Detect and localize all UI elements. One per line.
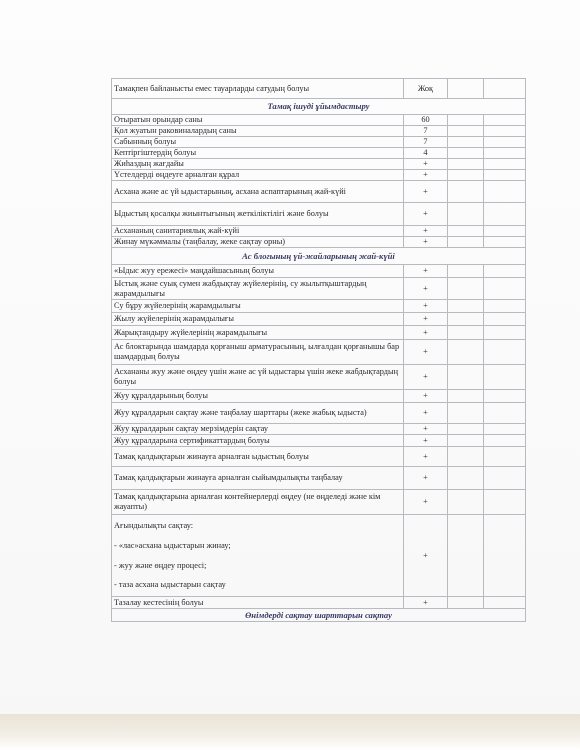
empty-cell xyxy=(448,115,484,126)
empty-cell xyxy=(484,181,526,203)
empty-cell xyxy=(484,226,526,237)
empty-cell xyxy=(484,170,526,181)
empty-cell xyxy=(484,340,526,365)
empty-cell xyxy=(484,137,526,148)
empty-cell xyxy=(484,365,526,390)
empty-cell xyxy=(484,300,526,313)
table-row xyxy=(112,115,526,126)
empty-cell xyxy=(484,447,526,467)
table-row xyxy=(112,181,526,203)
table-row xyxy=(112,403,526,424)
empty-cell xyxy=(484,237,526,248)
empty-cell xyxy=(484,115,526,126)
table-row xyxy=(112,148,526,159)
empty-cell xyxy=(484,490,526,515)
inspection-table-body xyxy=(112,79,526,622)
table-row xyxy=(112,237,526,248)
criterion-cell: Үстелдерді өңдеуге арналған құрал xyxy=(112,170,404,181)
empty-cell xyxy=(484,326,526,340)
table-row xyxy=(112,203,526,226)
criterion-cell: Жарықтандыру жүйелерінің жарамдылығы xyxy=(112,326,404,340)
table-row xyxy=(112,597,526,609)
table-row xyxy=(112,137,526,148)
value-cell: 60 xyxy=(404,115,448,126)
value-cell: + xyxy=(404,203,448,226)
table-row xyxy=(112,424,526,435)
empty-cell xyxy=(484,435,526,447)
value-cell: + xyxy=(404,515,448,597)
empty-cell xyxy=(448,265,484,278)
criterion-cell: Отыратын орындар саны xyxy=(112,115,404,126)
empty-cell xyxy=(484,515,526,597)
table-row xyxy=(112,515,526,597)
empty-cell xyxy=(484,597,526,609)
criterion-subline: Ағындылықты сақтау: xyxy=(114,520,194,530)
empty-cell xyxy=(448,424,484,435)
table-row xyxy=(112,390,526,403)
value-cell: + xyxy=(404,159,448,170)
inspection-table xyxy=(111,78,526,622)
criterion-cell: Тамақпен байланысты емес тауарларды сатудың болуы xyxy=(112,79,404,99)
value-cell: + xyxy=(404,435,448,447)
criterion-cell: Тамақ қалдықтарын жинауға арналған сыйымдылықты таңбалау xyxy=(112,467,404,490)
table-row xyxy=(112,365,526,390)
table-row xyxy=(112,467,526,490)
empty-cell xyxy=(448,237,484,248)
value-cell: + xyxy=(404,467,448,490)
value-cell: 7 xyxy=(404,137,448,148)
empty-cell xyxy=(448,447,484,467)
empty-cell xyxy=(448,435,484,447)
empty-cell xyxy=(448,403,484,424)
value-cell: + xyxy=(404,181,448,203)
criterion-cell: «Ыдыс жуу ережесі» маңдайшасының болуы xyxy=(112,265,404,278)
section-header xyxy=(112,248,526,265)
empty-cell xyxy=(484,148,526,159)
table-row xyxy=(112,490,526,515)
empty-cell xyxy=(448,170,484,181)
value-cell: + xyxy=(404,447,448,467)
value-cell: + xyxy=(404,313,448,326)
value-cell: + xyxy=(404,226,448,237)
criterion-cell: Жуу құралдарын сақтау және таңбалау шарттары (жеке жабық ыдыста) xyxy=(112,403,404,424)
value-cell: + xyxy=(404,278,448,300)
empty-cell xyxy=(484,265,526,278)
table-row xyxy=(112,170,526,181)
page-bottom-edge xyxy=(0,714,580,750)
value-cell: + xyxy=(404,597,448,609)
empty-cell xyxy=(484,313,526,326)
table-row xyxy=(112,278,526,300)
value-cell: + xyxy=(404,365,448,390)
table-row xyxy=(112,265,526,278)
criterion-cell: Қол жуатын раковиналардың саны xyxy=(112,126,404,137)
empty-cell xyxy=(484,159,526,170)
value-cell: + xyxy=(404,490,448,515)
criterion-cell: Асхананың санитариялық жай-күйі xyxy=(112,226,404,237)
value-cell: + xyxy=(404,300,448,313)
empty-cell xyxy=(448,365,484,390)
criterion-cell: Жуу құралдарының болуы xyxy=(112,390,404,403)
criterion-cell: Ас блоктарында шамдарда қорғаныш арматурасының, ылғалдан қорғанышы бар шамдардың болуы xyxy=(112,340,404,365)
criterion-subline: - жуу және өңдеу процесі; xyxy=(114,560,207,570)
table-row xyxy=(112,79,526,99)
empty-cell xyxy=(448,515,484,597)
empty-cell xyxy=(484,424,526,435)
criterion-cell xyxy=(112,515,404,597)
empty-cell xyxy=(448,313,484,326)
empty-cell xyxy=(448,159,484,170)
empty-cell xyxy=(448,148,484,159)
empty-cell xyxy=(448,137,484,148)
criterion-cell: Жинау мүкәммалы (таңбалау, жеке сақтау орны) xyxy=(112,237,404,248)
value-cell: + xyxy=(404,340,448,365)
table-row xyxy=(112,126,526,137)
empty-cell xyxy=(448,467,484,490)
empty-cell xyxy=(448,490,484,515)
empty-cell xyxy=(484,79,526,99)
empty-cell xyxy=(484,403,526,424)
criterion-cell: Тамақ қалдықтарын жинауға арналған ыдыстың болуы xyxy=(112,447,404,467)
table-row xyxy=(112,447,526,467)
criterion-cell: Жылу жүйелерінің жарамдылығы xyxy=(112,313,404,326)
empty-cell xyxy=(448,390,484,403)
criterion-cell: Су бұру жүйелерінің жарамдылығы xyxy=(112,300,404,313)
criterion-cell: Тамақ қалдықтарына арналған контейнерлерді өңдеу (не өңделеді және кім жауапты) xyxy=(112,490,404,515)
criterion-cell: Ыстық және суық сумен жабдықтау жүйелерінің, су жылытқыштардың жарамдылығы xyxy=(112,278,404,300)
criterion-cell: Жиһаздың жағдайы xyxy=(112,159,404,170)
table-row xyxy=(112,159,526,170)
empty-cell xyxy=(484,278,526,300)
empty-cell xyxy=(484,126,526,137)
empty-cell xyxy=(448,326,484,340)
section-title: Ас блогының үй-жайларының жай-күйі xyxy=(112,248,526,265)
value-cell: 4 xyxy=(404,148,448,159)
table-row xyxy=(112,435,526,447)
section-title: Тамақ ішуді ұйымдастыру xyxy=(112,99,526,115)
criterion-cell: Ыдыстың қосалқы жиынтығының жеткіліктілігі және болуы xyxy=(112,203,404,226)
empty-cell xyxy=(448,597,484,609)
empty-cell xyxy=(448,300,484,313)
table-row xyxy=(112,226,526,237)
table-row xyxy=(112,313,526,326)
empty-cell xyxy=(448,226,484,237)
empty-cell xyxy=(484,390,526,403)
criterion-cell: Кептіргіштердің болуы xyxy=(112,148,404,159)
value-cell: + xyxy=(404,237,448,248)
criterion-cell: Асхана және ас үй ыдыстарының, асхана аспаптарының жай-күйі xyxy=(112,181,404,203)
value-cell: + xyxy=(404,424,448,435)
value-cell: Жоқ xyxy=(404,79,448,99)
table-row xyxy=(112,326,526,340)
table-row xyxy=(112,340,526,365)
criterion-cell: Жуу құралдарына сертификаттардың болуы xyxy=(112,435,404,447)
empty-cell xyxy=(448,181,484,203)
value-cell: + xyxy=(404,326,448,340)
criterion-cell: Тазалау кестесінің болуы xyxy=(112,597,404,609)
criterion-cell: Жуу құралдарын сақтау мерзімдерін сақтау xyxy=(112,424,404,435)
empty-cell xyxy=(484,467,526,490)
section-title: Өнімдерді сақтау шарттарын сақтау xyxy=(112,609,526,622)
value-cell: + xyxy=(404,265,448,278)
table-row xyxy=(112,300,526,313)
empty-cell xyxy=(448,203,484,226)
value-cell: 7 xyxy=(404,126,448,137)
criterion-subline: - «лас»асхана ыдыстарын жинау; xyxy=(114,540,231,550)
empty-cell xyxy=(448,278,484,300)
criterion-cell: Асхананы жуу және өңдеу үшін және ас үй ыдыстары үшін жеке жабдықтардың болуы xyxy=(112,365,404,390)
empty-cell xyxy=(448,340,484,365)
value-cell: + xyxy=(404,170,448,181)
empty-cell xyxy=(484,203,526,226)
section-header xyxy=(112,609,526,622)
empty-cell xyxy=(448,126,484,137)
criterion-subline: - таза асхана ыдыстарын сақтау xyxy=(114,580,226,590)
value-cell: + xyxy=(404,390,448,403)
section-header xyxy=(112,99,526,115)
empty-cell xyxy=(448,79,484,99)
criterion-cell: Сабынның болуы xyxy=(112,137,404,148)
value-cell: + xyxy=(404,403,448,424)
